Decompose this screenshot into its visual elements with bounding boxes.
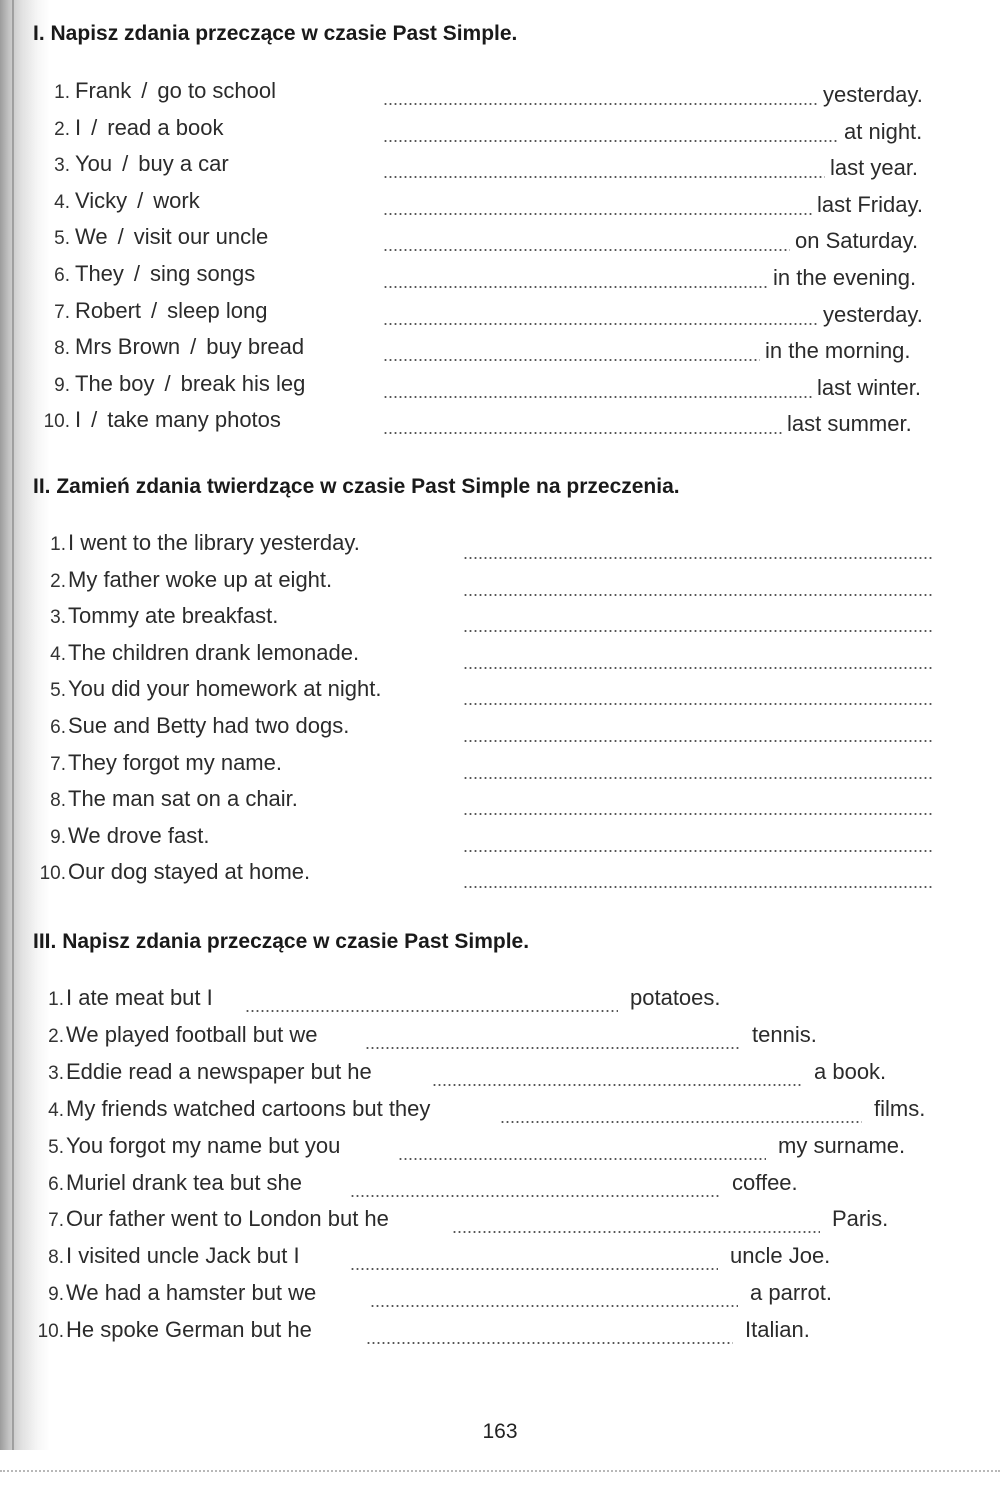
item-subject: I — [75, 114, 82, 140]
answer-blank[interactable] — [383, 248, 790, 252]
item-number: 3. — [54, 155, 70, 177]
item-subject: You — [75, 151, 113, 177]
item-time-ending: yesterday. — [823, 82, 923, 107]
list-item — [28, 640, 359, 670]
answer-blank[interactable] — [463, 885, 932, 889]
answer-blank[interactable] — [463, 666, 932, 670]
item-number: 9. — [54, 374, 70, 396]
item-sentence-start: My friends watched cartoons but they — [66, 1095, 431, 1121]
item-verb: visit our uncle — [133, 224, 269, 250]
item-number: 2. — [50, 570, 66, 592]
section2-heading — [33, 475, 680, 499]
item-time-ending: last winter. — [817, 374, 921, 400]
item-sentence-start: We had a hamster but we — [66, 1280, 317, 1306]
list-item — [28, 298, 267, 328]
item-sentence: Sue and Betty had two dogs. — [68, 713, 350, 738]
list-item — [28, 567, 332, 597]
item-verb: sing songs — [150, 261, 256, 286]
item-sentence: You did your homework at night. — [68, 676, 382, 702]
item-number: 3. — [48, 1062, 64, 1084]
item-verb: go to school — [157, 78, 277, 103]
item-sentence-end: Paris. — [832, 1206, 889, 1232]
item-number: 6. — [50, 717, 66, 738]
list-item — [24, 1206, 389, 1236]
list-item — [24, 1170, 302, 1200]
item-sentence-end: coffee. — [732, 1169, 798, 1195]
item-sentence-start: Muriel drank tea but she — [66, 1169, 303, 1195]
item-subject: Frank — [75, 78, 132, 103]
answer-blank[interactable] — [463, 776, 932, 780]
page-number: 163 — [482, 1420, 518, 1443]
item-time-ending: last year. — [830, 155, 919, 181]
list-item — [28, 78, 276, 108]
item-subject: They — [75, 261, 124, 286]
item-time-ending: yesterday. — [823, 301, 923, 327]
item-time-ending: last Friday. — [817, 191, 923, 217]
item-verb: sleep long — [167, 297, 268, 323]
item-separator: / — [91, 114, 98, 140]
item-separator: / — [190, 334, 197, 360]
item-subject: I — [75, 407, 82, 433]
item-subject: Mrs Brown — [75, 334, 181, 360]
item-verb: buy a car — [138, 151, 229, 177]
item-number: 8. — [54, 338, 70, 360]
answer-blank[interactable] — [463, 739, 932, 743]
item-sentence: They forgot my name. — [68, 749, 282, 775]
item-verb: take many photos — [107, 407, 281, 433]
item-number: 10. — [39, 863, 66, 885]
list-item — [28, 713, 349, 743]
item-number: 5. — [48, 1136, 64, 1158]
item-separator: / — [137, 187, 144, 213]
item-number: 7. — [48, 1210, 64, 1232]
item-number: 4. — [50, 643, 66, 665]
item-separator: / — [151, 297, 158, 323]
answer-blank[interactable] — [463, 812, 932, 816]
answer-blank[interactable] — [463, 629, 932, 633]
answer-blank[interactable] — [463, 849, 932, 853]
item-number: 1. — [54, 82, 70, 103]
answer-blank[interactable] — [350, 1267, 718, 1271]
answer-blank[interactable] — [383, 358, 760, 362]
list-item — [28, 261, 255, 291]
answer-blank[interactable] — [245, 1009, 618, 1013]
section3-numeral: III. — [33, 930, 57, 953]
list-item — [28, 859, 310, 889]
item-sentence-start: We played football but we — [66, 1021, 318, 1047]
page-bottom-edge — [0, 1470, 1000, 1474]
section2-title: Zamień zdania twierdzące w czasie Past Simple na przeczenia. — [56, 475, 680, 498]
list-item — [24, 985, 213, 1015]
list-item — [28, 530, 360, 560]
item-separator: / — [117, 224, 124, 250]
list-item — [28, 115, 223, 145]
item-separator: / — [133, 261, 141, 286]
item-sentence-start: He spoke German but he — [66, 1317, 312, 1343]
list-item — [28, 224, 268, 254]
item-separator: / — [122, 151, 129, 177]
answer-blank[interactable] — [383, 212, 812, 216]
list-item — [28, 750, 282, 780]
section1-numeral: I. — [33, 22, 45, 45]
item-number: 8. — [48, 1247, 64, 1269]
list-item — [28, 603, 278, 633]
answer-blank[interactable] — [383, 431, 782, 435]
answer-blank[interactable] — [370, 1304, 738, 1308]
item-separator: / — [91, 407, 98, 433]
item-sentence-end: a parrot. — [750, 1280, 832, 1306]
answer-blank[interactable] — [366, 1341, 733, 1345]
item-number: 6. — [54, 265, 70, 286]
list-item — [24, 1317, 312, 1347]
list-item — [24, 1243, 300, 1273]
item-verb: work — [153, 187, 200, 213]
item-verb: buy bread — [206, 334, 305, 360]
answer-blank[interactable] — [398, 1157, 766, 1161]
section1-title: Napisz zdania przeczące w czasie Past Simple. — [50, 22, 518, 45]
item-subject: The boy — [75, 370, 155, 396]
item-sentence: The children drank lemonade. — [68, 639, 360, 665]
answer-blank[interactable] — [463, 593, 932, 597]
item-sentence-start: I ate meat but I — [66, 985, 213, 1010]
item-number: 10. — [37, 1321, 64, 1343]
item-sentence: I went to the library yesterday. — [68, 530, 360, 555]
answer-blank[interactable] — [383, 395, 812, 399]
list-item — [24, 1059, 372, 1089]
list-item — [28, 676, 382, 706]
item-sentence: We drove fast. — [68, 822, 210, 848]
list-item — [28, 371, 305, 401]
item-time-ending: on Saturday. — [795, 228, 919, 254]
item-number: 3. — [50, 607, 66, 629]
item-number: 2. — [54, 118, 70, 140]
list-item — [24, 1280, 316, 1310]
item-verb: break his leg — [180, 370, 306, 396]
answer-blank[interactable] — [350, 1194, 720, 1198]
answer-blank[interactable] — [383, 102, 818, 106]
answer-blank[interactable] — [463, 702, 932, 706]
answer-blank[interactable] — [383, 285, 768, 289]
item-number: 9. — [48, 1284, 64, 1306]
item-time-ending: in the morning. — [765, 338, 911, 364]
item-sentence-end: tennis. — [752, 1021, 817, 1047]
item-sentence: Our dog stayed at home. — [68, 859, 311, 885]
item-number: 5. — [54, 228, 70, 250]
item-separator: / — [164, 370, 171, 396]
item-number: 5. — [50, 680, 66, 702]
item-verb: read a book — [107, 114, 224, 140]
item-number: 7. — [54, 301, 70, 323]
item-sentence-end: a book. — [814, 1058, 887, 1084]
section2-numeral: II. — [33, 475, 51, 498]
list-item — [24, 1022, 318, 1052]
item-sentence-end: Italian. — [745, 1317, 810, 1343]
item-subject: Robert — [75, 297, 142, 323]
list-item — [28, 151, 229, 181]
item-sentence-end: my surname. — [778, 1132, 906, 1158]
item-sentence-start: Our father went to London but he — [66, 1206, 389, 1232]
item-number: 8. — [50, 790, 66, 812]
item-time-ending: at night. — [844, 118, 923, 144]
item-sentence-start: You forgot my name but you — [66, 1132, 341, 1158]
item-sentence-start: I visited uncle Jack but I — [66, 1243, 300, 1269]
item-sentence-end: uncle Joe. — [730, 1243, 831, 1269]
item-sentence-end: films. — [874, 1095, 926, 1121]
answer-blank[interactable] — [500, 1120, 862, 1124]
list-item — [24, 1133, 340, 1163]
item-subject: We — [75, 224, 108, 250]
answer-blank[interactable] — [383, 322, 818, 326]
answer-blank[interactable] — [463, 556, 932, 560]
item-number: 1. — [50, 534, 66, 555]
page-binding-edge — [12, 0, 14, 1450]
answer-blank[interactable] — [383, 175, 825, 179]
item-sentence: My father woke up at eight. — [68, 566, 333, 592]
list-item — [28, 786, 298, 816]
item-time-ending: in the evening. — [773, 265, 917, 290]
section1-heading — [33, 22, 517, 46]
answer-blank[interactable] — [452, 1230, 820, 1234]
item-sentence: The man sat on a chair. — [68, 786, 298, 812]
item-sentence-end: potatoes. — [630, 985, 721, 1010]
item-sentence: Tommy ate breakfast. — [68, 603, 279, 629]
item-sentence-start: Eddie read a newspaper but he — [66, 1058, 372, 1084]
answer-blank[interactable] — [432, 1083, 802, 1087]
list-item — [24, 1096, 430, 1126]
section3-heading — [33, 930, 529, 954]
section3-title: Napisz zdania przeczące w czasie Past Simple. — [62, 930, 530, 953]
list-item — [28, 823, 209, 853]
item-subject: Vicky — [75, 187, 128, 213]
item-number: 4. — [54, 191, 70, 213]
list-item — [28, 188, 200, 218]
item-number: 2. — [48, 1025, 64, 1047]
answer-blank[interactable] — [365, 1046, 740, 1050]
list-item — [28, 334, 304, 364]
item-number: 7. — [50, 753, 66, 775]
item-number: 6. — [48, 1173, 64, 1195]
item-time-ending: last summer. — [787, 411, 912, 437]
item-number: 4. — [48, 1099, 64, 1121]
item-number: 10. — [43, 411, 70, 433]
item-number: 1. — [48, 989, 64, 1010]
item-separator: / — [141, 78, 148, 103]
answer-blank[interactable] — [383, 139, 839, 143]
item-number: 9. — [50, 826, 66, 848]
list-item — [28, 407, 281, 437]
